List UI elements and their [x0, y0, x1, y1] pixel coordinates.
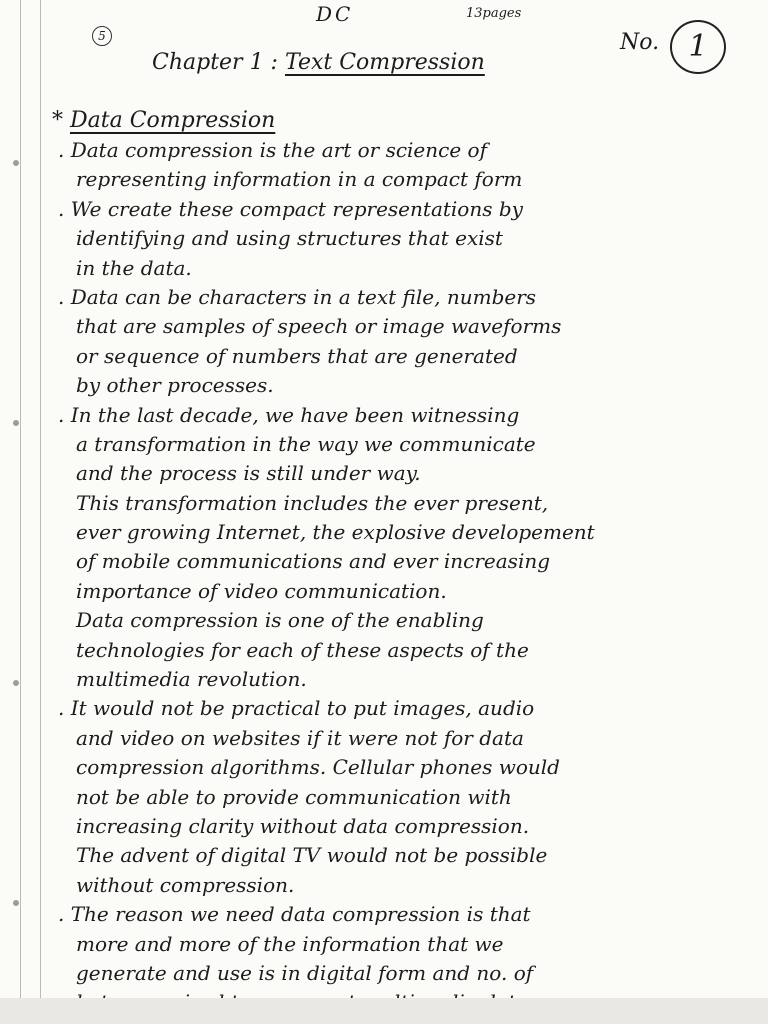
chapter-prefix: Chapter 1 : [152, 50, 278, 75]
binding-hole [13, 160, 19, 166]
note-line: This transformation includes the ever present, [76, 490, 549, 515]
note-line: that are samples of speech or image waveforms [76, 314, 562, 339]
note-line: not be able to provide communication with [76, 784, 512, 809]
note-line: Data compression is one of the enabling [76, 608, 484, 633]
note-line: ever growing Internet, the explosive developement [76, 520, 595, 545]
note-line: a transformation in the way we communicate [76, 431, 536, 456]
binding-line [20, 0, 21, 1024]
note-line: . It would not be practical to put images, audio [58, 696, 535, 721]
note-line: by other processes. [76, 373, 274, 398]
note-line: or sequence of numbers that are generated [76, 343, 518, 368]
note-line: . In the last decade, we have been witnessing [58, 402, 520, 427]
section-bullet: * [52, 108, 63, 133]
binding-hole [13, 680, 19, 686]
section-title: Data Compression [70, 108, 276, 133]
note-line: technologies for each of these aspects of the [76, 637, 529, 662]
margin-line [40, 0, 41, 1024]
note-line: more and more of the information that we [76, 931, 504, 956]
course-code: DC [316, 2, 354, 26]
binding-hole [13, 420, 19, 426]
note-line: multimedia revolution. [76, 667, 307, 692]
note-line: . The reason we need data compression is that [58, 902, 531, 927]
section-heading [52, 108, 275, 133]
page-bottom-edge [0, 998, 768, 1024]
note-line: and video on websites if it were not for data [76, 725, 524, 750]
note-line: importance of video communication. [76, 578, 447, 603]
note-line: of mobile communications and ever increasing [76, 549, 551, 574]
note-line: without compression. [76, 872, 295, 897]
note-line: identifying and using structures that exist [76, 226, 503, 251]
chapter-heading [152, 50, 485, 75]
note-line: in the data. [76, 255, 192, 280]
note-line: . Data compression is the art or science of [58, 138, 487, 162]
note-line: increasing clarity without data compression. [76, 813, 530, 838]
note-line: and the process is still under way. [76, 461, 421, 486]
note-line: compression algorithms. Cellular phones would [76, 755, 560, 780]
pages-note: 13pages [466, 6, 522, 21]
note-line: . We create these compact representations by [58, 196, 523, 221]
page-no-label: No. [620, 30, 660, 55]
binding-hole [13, 900, 19, 906]
circled-mark: 5 [92, 26, 112, 46]
chapter-title: Text Compression [284, 50, 485, 75]
note-line: representing information in a compact form [76, 167, 523, 192]
page-number: 1 [670, 20, 726, 74]
handwritten-notes [58, 136, 748, 1018]
note-line: . Data can be characters in a text file, numbers [58, 284, 537, 309]
note-line: The advent of digital TV would not be possible [76, 843, 548, 868]
note-line: generate and use is in digital form and no. of [76, 960, 534, 985]
